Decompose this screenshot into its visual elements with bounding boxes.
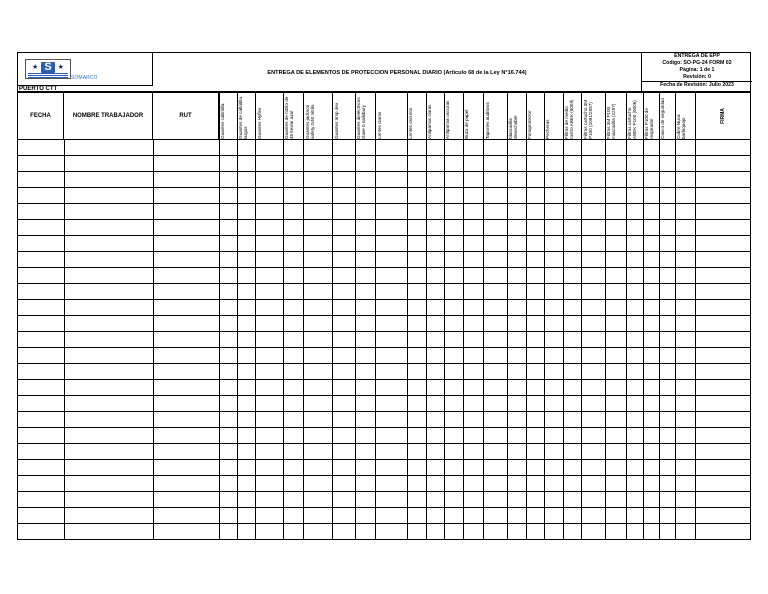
- column-header-nombre: NOMBRE TRABAJADOR: [63, 92, 153, 140]
- grid-divider: [659, 140, 660, 540]
- epp-delivery-form: [17, 52, 751, 540]
- info-revision: Revisión: 0: [683, 74, 711, 80]
- grid-divider: [283, 140, 284, 540]
- grid-divider: [426, 140, 427, 540]
- column-header-epp: [303, 92, 333, 140]
- column-header-epp-label: Cubre Nuca barbiquejo: [676, 114, 686, 139]
- column-header-epp: [581, 92, 606, 140]
- table-row[interactable]: [17, 444, 751, 460]
- column-header-epp-label: Fonoprotector: [527, 110, 532, 139]
- table-row[interactable]: [17, 268, 751, 284]
- column-header-epp-label: Guantes de nitrilo de 45 kevlar azul: [284, 96, 294, 139]
- grid-divider: [750, 140, 751, 540]
- column-header-epp-label: Lentes oscuros: [408, 107, 413, 139]
- column-header-firma-label: FIRMA: [720, 108, 726, 124]
- column-header-epp-label: Filtros cartucho 3M P100 (2091/2097): [583, 99, 593, 139]
- column-header-fecha: FECHA: [17, 92, 64, 140]
- table-row[interactable]: [17, 204, 751, 220]
- column-header-epp: [675, 92, 696, 140]
- column-header-epp: [483, 92, 508, 140]
- logo-cell: [18, 53, 153, 85]
- column-header-epp-label: Antiparras claras: [427, 104, 432, 139]
- table-row[interactable]: [17, 220, 751, 236]
- info-doc-name: ENTREGA DE EPP: [674, 53, 720, 59]
- column-header-epp-label: Guantes dieléctricos clase 0 salisbury: [356, 97, 366, 139]
- grid-divider: [237, 140, 238, 540]
- column-header-epp: [544, 92, 564, 140]
- company-logo: [25, 59, 71, 79]
- column-header-epp: [332, 92, 356, 140]
- column-header-epp-label: Guantes de cabritilla largos: [238, 97, 248, 139]
- column-header-epp: [283, 92, 304, 140]
- column-header-epp-label: Filtros P100 de respirador: [644, 108, 654, 139]
- grid-divider: [643, 140, 644, 540]
- grid-divider: [17, 140, 18, 540]
- column-header-epp: [444, 92, 464, 140]
- column-header-epp: [526, 92, 545, 140]
- column-header-epp-label: Antiparras oscuras: [445, 100, 450, 139]
- table-row[interactable]: [17, 380, 751, 396]
- logo-text: SOMARCO: [71, 75, 98, 81]
- grid-divider: [544, 140, 545, 540]
- column-header-epp-label: Buzo de papel: [464, 109, 469, 139]
- document-info: [641, 53, 752, 93]
- grid-divider: [605, 140, 606, 540]
- column-header-epp: [219, 92, 238, 140]
- grid-divider: [375, 140, 376, 540]
- column-header-epp: [426, 92, 445, 140]
- column-header-epp-label: Tapones auditivos: [485, 102, 490, 139]
- grid-divider: [563, 140, 564, 540]
- column-header-epp-label: Guantes cabritilla: [220, 103, 225, 139]
- table-row[interactable]: [17, 140, 751, 156]
- table-row[interactable]: [17, 428, 751, 444]
- table-row[interactable]: [17, 364, 751, 380]
- table-row[interactable]: [17, 236, 751, 252]
- grid-divider: [255, 140, 256, 540]
- form-title: ENTREGA DE ELEMENTOS DE PROTECCION PERSONAL DIARIO (Articulo 68 de la Ley N°16.744): [267, 70, 527, 76]
- grid-divider: [581, 140, 582, 540]
- grid-divider: [675, 140, 676, 540]
- table-row[interactable]: [17, 348, 751, 364]
- column-header-epp-label: Guantes Hyflex: [257, 107, 262, 139]
- grid-divider: [407, 140, 408, 540]
- entry-grid: [17, 140, 751, 540]
- column-header-epp: [643, 92, 660, 140]
- table-row[interactable]: [17, 284, 751, 300]
- table-row[interactable]: [17, 396, 751, 412]
- grid-divider: [355, 140, 356, 540]
- grid-divider: [463, 140, 464, 540]
- table-row[interactable]: [17, 412, 751, 428]
- grid-divider: [483, 140, 484, 540]
- grid-divider: [153, 140, 154, 540]
- column-header-epp: [407, 92, 427, 140]
- column-header-epp-label: Guantes jackson safety G40 nitrilo: [305, 104, 315, 139]
- grid-divider: [219, 140, 220, 540]
- column-header-epp: [463, 92, 484, 140]
- column-header-epp-label: Casco de seguridad: [660, 98, 665, 139]
- table-row[interactable]: [17, 188, 751, 204]
- info-revision-date: Fecha de Revisión: Julio 2023: [642, 81, 752, 89]
- column-header-epp: [659, 92, 676, 140]
- column-header-epp: [626, 92, 644, 140]
- column-header-rut: RUT: [152, 92, 219, 140]
- table-row[interactable]: [17, 316, 751, 332]
- column-header-epp: [507, 92, 527, 140]
- site-label: PUERTO CTT: [18, 85, 153, 93]
- grid-divider: [695, 140, 696, 540]
- column-header-epp: [237, 92, 256, 140]
- form-header: [17, 52, 751, 92]
- table-row[interactable]: [17, 476, 751, 492]
- logo-letter: S: [41, 62, 54, 73]
- grid-divider: [332, 140, 333, 540]
- column-header-epp-label: Lentes claros: [377, 111, 382, 139]
- star-icon: ★: [57, 64, 64, 71]
- table-row[interactable]: [17, 508, 751, 524]
- info-code: Código: SO-PG-24 FORM 02: [662, 60, 732, 66]
- grid-divider: [444, 140, 445, 540]
- column-header-epp-label: Guantes rimp dex: [334, 102, 339, 139]
- column-header-epp: [255, 92, 284, 140]
- table-row[interactable]: [17, 332, 751, 348]
- grid-divider: [64, 140, 65, 540]
- column-header-epp-label: Filtros de medio rostro ABEK (6059): [564, 99, 574, 139]
- column-header-epp-label: Pecheras: [545, 119, 550, 139]
- grid-divider: [526, 140, 527, 540]
- table-row[interactable]: [17, 252, 751, 268]
- table-row[interactable]: [17, 172, 751, 188]
- info-page: Página: 1 de 1: [679, 67, 715, 73]
- grid-divider: [626, 140, 627, 540]
- column-header-epp: [563, 92, 582, 140]
- column-header-epp-label: Filtros cartucho ABEK P100 (6006): [627, 100, 637, 139]
- table-row[interactable]: [17, 492, 751, 508]
- table-row[interactable]: [17, 156, 751, 172]
- column-header-epp: [355, 92, 376, 140]
- column-header-epp: [375, 92, 408, 140]
- grid-divider: [303, 140, 304, 540]
- table-row[interactable]: [17, 300, 751, 316]
- column-header-epp-label: Mascarilla desechable: [508, 115, 518, 139]
- grid-divider: [507, 140, 508, 540]
- column-header-epp-label: Filtros 3M P100 mascarilla (2297): [606, 103, 616, 139]
- star-icon: ★: [32, 64, 39, 71]
- table-row[interactable]: [17, 460, 751, 476]
- table-row[interactable]: [17, 524, 751, 540]
- column-header-epp: [605, 92, 627, 140]
- column-header-firma: [695, 92, 751, 140]
